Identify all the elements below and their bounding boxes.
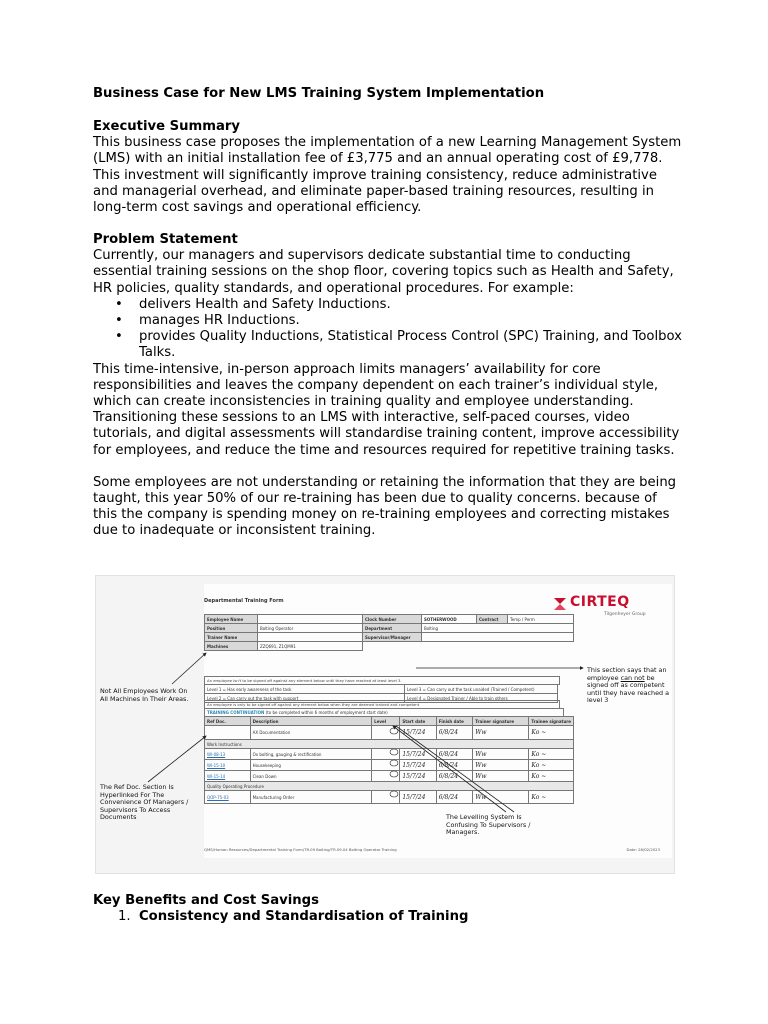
executive-summary-body: This business case proposes the implementation of a new Learning Management System (LMS) with an initial installation fee of £3,775 and an annual operating cost of £9,778. This investment will significantly improve training consistency, reduce administrative and managerial overhead, and eliminate paper-based training resources, resulting in long-term cost savings and operational efficiency. [93, 135, 682, 216]
table-cell: 15/7/24 [400, 749, 436, 760]
table-cell: Ko ~ [529, 726, 574, 740]
problem-intro: Currently, our managers and supervisors dedicate substantial time to conducting essential training sessions on the shop floor, covering topics such as Health and Safety, HR policies, quality standards, and operational procedures. For example: [93, 248, 674, 296]
table-cell: AX Documentation [250, 726, 372, 740]
callout-machines: Not All Employees Work On All Machines In Their Areas. [100, 687, 189, 703]
table-cell: Ko ~ [529, 749, 574, 760]
table-cell: Ww [473, 791, 529, 804]
callout-ref-doc: The Ref Doc. Section Is Hyperlinked For The Convenience Of Managers / Supervisors To Access Documents [100, 783, 189, 822]
table-header-cell: Finish date [436, 717, 473, 726]
callout-sign-off-text-b: be signed off as competent until they have reached a level 3 [587, 673, 670, 705]
list-item [93, 909, 683, 925]
table-cell: Employee Name [205, 615, 258, 624]
table-cell: 15/7/24 [400, 791, 436, 804]
form-title: Departmental Training Form [204, 598, 284, 604]
list-item: • delivers Health and Safety Inductions. [93, 297, 683, 313]
ref-doc-link[interactable]: WI-15-10 [205, 760, 251, 771]
form-footer-date: Date: 28/02/2023 [626, 847, 660, 852]
competence-note: An employee is only to be signed off against any element below when they are deemed trained and competent [204, 700, 560, 709]
table-header-cell: Trainee signature [529, 717, 574, 726]
table-cell: Ox bolting, gauging & rectification [250, 749, 372, 760]
callout-sign-off-cannot: can not [620, 673, 645, 682]
table-cell: Ko ~ [529, 791, 574, 804]
level-mark [390, 749, 398, 755]
logo-text: CIRTEQ [570, 594, 630, 610]
logo-subtitle: Tilgenheyer Group [604, 612, 646, 617]
table-cell: 6/8/24 [436, 726, 473, 740]
training-continuation-note: (to be completed within 6 months of employment start date) [265, 710, 388, 715]
table-cell: ZZQ691, Z1QM91 [258, 642, 363, 651]
table-cell: SOTHERWOOD [422, 615, 477, 624]
table-cell: Temp / Perm [508, 615, 574, 624]
table-cell: Manufacturing Order [250, 791, 372, 804]
table-header-cell: Trainer signature [473, 717, 529, 726]
table-cell: Ww [473, 726, 529, 740]
callout-arrows [96, 576, 674, 873]
table-cell: Ww [473, 749, 529, 760]
table-cell: Ko ~ [529, 771, 574, 782]
document-title: Business Case for New LMS Training System Implementation [93, 86, 545, 101]
table-cell: Level 4 = Designated Trainer / Able to train others [405, 694, 558, 703]
list-number: 1. [118, 909, 131, 925]
table-cell: Work Instructions [205, 740, 574, 749]
table-cell: 6/8/24 [436, 791, 473, 804]
table-cell: 15/7/24 [400, 760, 436, 771]
executive-summary [93, 119, 683, 216]
table-header-cell: Description [250, 717, 372, 726]
level-mark [390, 771, 398, 777]
problem-paragraph-2: This time-intensive, in-person approach limits managers’ availability for core responsibilities and leaves the company dependent on each trainer’s individual style, which can create inconsistencies in training quality and employee understanding. Transitioning these sessions to an LMS with interactive, self-paced courses, video tutorials, and digital assessments will standardise training content, improve accessibility for employees, and reduce the time and resources required for repetitive training tasks. [93, 361, 680, 458]
arrow-levelling-2 [396, 726, 514, 812]
level-mark [390, 728, 398, 734]
table-cell: Clean Down [250, 771, 372, 782]
ref-doc-link[interactable]: WI-15-14 [205, 771, 251, 782]
table-header-cell: Start date [400, 717, 436, 726]
level-mark [390, 791, 398, 797]
ref-doc-link[interactable]: WI-08-13 [205, 749, 251, 760]
table-cell: Ko ~ [529, 760, 574, 771]
table-cell: Clock Number [363, 615, 422, 624]
list-item: • provides Quality Inductions, Statistical Process Control (SPC) Training, and Toolbox Talks. [93, 329, 683, 361]
table-cell: Trainer Name [205, 633, 258, 642]
table-cell: Ww [473, 771, 529, 782]
table-cell: Quality Operating Procedure [205, 782, 574, 791]
table-cell: 6/8/24 [436, 771, 473, 782]
table-cell: 15/7/24 [400, 726, 436, 740]
table-cell: Supervisor/Manager [363, 633, 422, 642]
table-cell: Position [205, 624, 258, 633]
callout-levelling: The Levelling System Is Confusing To Supervisors / Managers. [446, 813, 531, 837]
table-cell: Machines [205, 642, 258, 651]
table-cell: Bolting [422, 624, 574, 633]
table-cell: Housekeeping [250, 760, 372, 771]
arrow-machines [172, 653, 206, 684]
problem-statement [93, 232, 683, 540]
level-mark [390, 760, 398, 766]
table-cell: Contract [477, 615, 508, 624]
list-item: • manages HR Inductions. [93, 313, 683, 329]
problem-paragraph-3: Some employees are not understanding or retaining the information that they are being taught, this year 50% of our re-training has been due to quality concerns. because of this the company is spending money on re-training employees and correcting mistakes due to inadequate or inconsistent training. [93, 474, 677, 539]
table-cell: 15/7/24 [400, 771, 436, 782]
table-cell: Level 3 = Can carry out the task unaided (Trained / Competent) [405, 685, 558, 694]
problem-statement-heading: Problem Statement [93, 232, 238, 247]
training-form-figure [95, 575, 675, 874]
table-cell: 6/8/24 [436, 760, 473, 771]
table-cell: 6/8/24 [436, 749, 473, 760]
key-benefits-heading: Key Benefits and Cost Savings [93, 893, 319, 908]
table-cell: Bolting Operator [258, 624, 363, 633]
table-cell: Level 1 = Has early awareness of the task [205, 685, 405, 694]
table-cell: Level 2 = Can carry out the task with support [205, 694, 405, 703]
table-cell: Department [363, 624, 422, 633]
arrow-levelling [393, 726, 506, 812]
benefits-list [93, 909, 683, 925]
executive-summary-heading: Executive Summary [93, 119, 240, 134]
table-header-cell: Level [372, 717, 400, 726]
training-continuation-title: TRAINING CONTINUATION [207, 710, 265, 715]
signoff-warning: An employee isn't to be signed off against any element below until they have reached at least level 3. [204, 676, 560, 685]
ref-doc-link[interactable]: QOP-75-03 [205, 791, 251, 804]
key-benefits [93, 893, 683, 925]
list-item-label: Consistency and Standardisation of Training [139, 909, 469, 925]
form-footer: QMS/Human Resources/Departmental Training Form/TR.09 Bolting/TR.09.04 Bolting Operator Training [204, 847, 397, 852]
callout-sign-off-text-a: This section says that an employee [587, 666, 667, 682]
problem-bullet-list [93, 297, 683, 362]
arrow-ref-doc [148, 736, 206, 782]
table-cell: Ww [473, 760, 529, 771]
table-header-cell: Ref Doc. [205, 717, 251, 726]
